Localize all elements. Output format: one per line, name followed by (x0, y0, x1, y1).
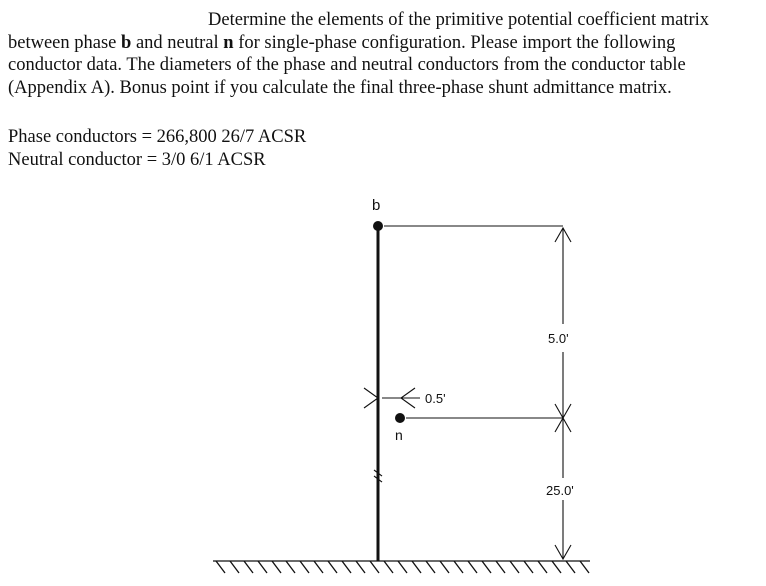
hatch-mark (566, 561, 575, 573)
label-n: n (395, 427, 403, 443)
problem-line-2: between phase b and neutral n for single-phase configuration. Please import the following (8, 32, 676, 53)
hatch-mark (328, 561, 337, 573)
label-b: b (372, 197, 381, 214)
hatch-mark (496, 561, 505, 573)
problem-line-1: Determine the elements of the primitive potential coefficient matrix (208, 10, 710, 30)
hatch-mark (538, 561, 547, 573)
hatch-mark (342, 561, 351, 573)
dim-lower-label: 25.0' (546, 483, 574, 498)
hatch-mark (398, 561, 407, 573)
hatch-mark (286, 561, 295, 573)
problem-line-4: (Appendix A). Bonus point if you calculate the final three-phase shunt admittance matrix. (8, 77, 672, 98)
hatch-mark (272, 561, 281, 573)
neutral-conductor-n (395, 413, 405, 423)
hatch-mark (552, 561, 561, 573)
hatch-mark (216, 561, 225, 573)
hatch-mark (580, 561, 589, 573)
hatch-mark (370, 561, 379, 573)
hatch-mark (230, 561, 239, 573)
hatch-mark (314, 561, 323, 573)
hatch-mark (454, 561, 463, 573)
hatch-mark (412, 561, 421, 573)
hatch-mark (468, 561, 477, 573)
phase-conductor-text: Phase conductors = 266,800 26/7 ACSR (8, 127, 307, 147)
ground-hatch (213, 561, 590, 573)
hatch-mark (300, 561, 309, 573)
hatch-mark (510, 561, 519, 573)
horizontal-dimension (364, 388, 420, 482)
neutral-conductor-text: Neutral conductor = 3/0 6/1 ACSR (8, 150, 266, 170)
hatch-mark (482, 561, 491, 573)
hatch-mark (426, 561, 435, 573)
vertical-dimension (555, 228, 571, 559)
hatch-mark (440, 561, 449, 573)
hatch-mark (384, 561, 393, 573)
hatch-mark (356, 561, 365, 573)
phase-conductor-b (373, 221, 383, 231)
hatch-mark (244, 561, 253, 573)
problem-line-3: conductor data. The diameters of the phase and neutral conductors from the conductor table (8, 55, 686, 75)
hatch-mark (258, 561, 267, 573)
dim-horizontal-label: 0.5' (425, 391, 446, 406)
dim-upper-label: 5.0' (548, 331, 569, 346)
hatch-mark (524, 561, 533, 573)
